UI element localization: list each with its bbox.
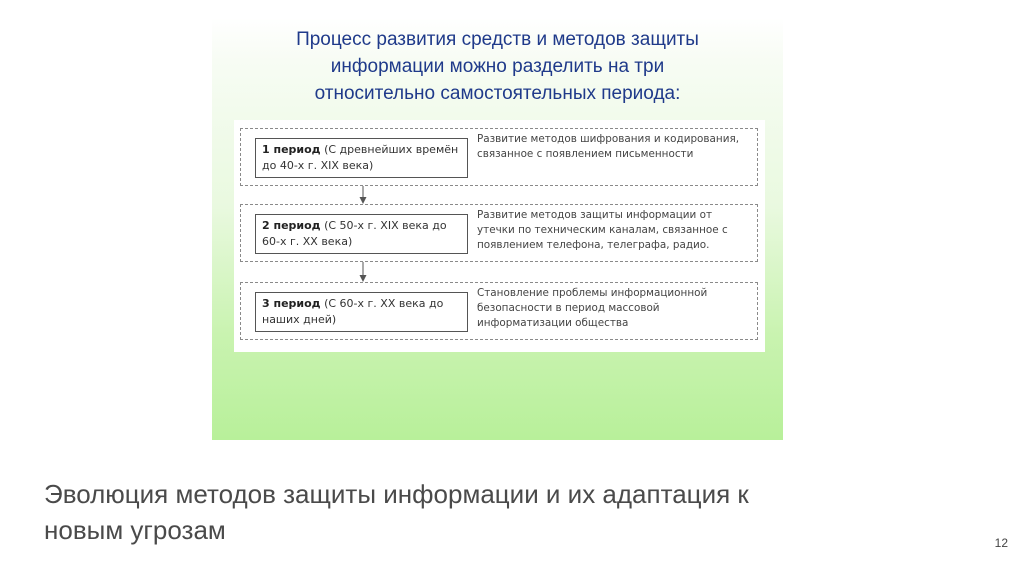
period-label-2: 2 период [262,219,321,232]
page-number: 12 [994,536,1008,550]
period-range-3: (С 60-х г. XX века до наших дней) [262,297,444,326]
period-description-1: Развитие методов шифрования и кодирования, связанное с появлением письменности [477,133,740,160]
period-range-1: (С древнейших времён до 40-х г. XIX века) [262,143,459,172]
slide-caption: Эволюция методов защиты информации и их адаптация к новым угрозам [44,479,749,545]
periods-diagram [234,120,765,352]
period-row-1 [240,128,758,186]
period-label-1: 1 период [262,143,321,156]
period-label-3: 3 период [262,297,321,310]
period-range-2: (С 50-х г. XIX века до 60-х г. XX века) [262,219,447,248]
period-row-3 [240,282,758,340]
period-box-3 [255,292,468,332]
slide-image [212,18,783,440]
period-row-2 [240,204,758,262]
period-description-2: Развитие методов защиты информации от утечки по техническим каналам, связанное с появлением телефона, телеграфа, радио. [477,209,728,251]
arrow-down-icon [358,186,368,204]
slide-title: Процесс развития средств и методов защиты информации можно разделить на три относительно самостоятельных периода: [296,29,699,104]
period-box-2 [255,214,468,254]
period-description-3: Становление проблемы информационной безопасности в период массовой информатизации общества [477,287,708,329]
arrow-down-icon [358,262,368,282]
period-box-1 [255,138,468,178]
